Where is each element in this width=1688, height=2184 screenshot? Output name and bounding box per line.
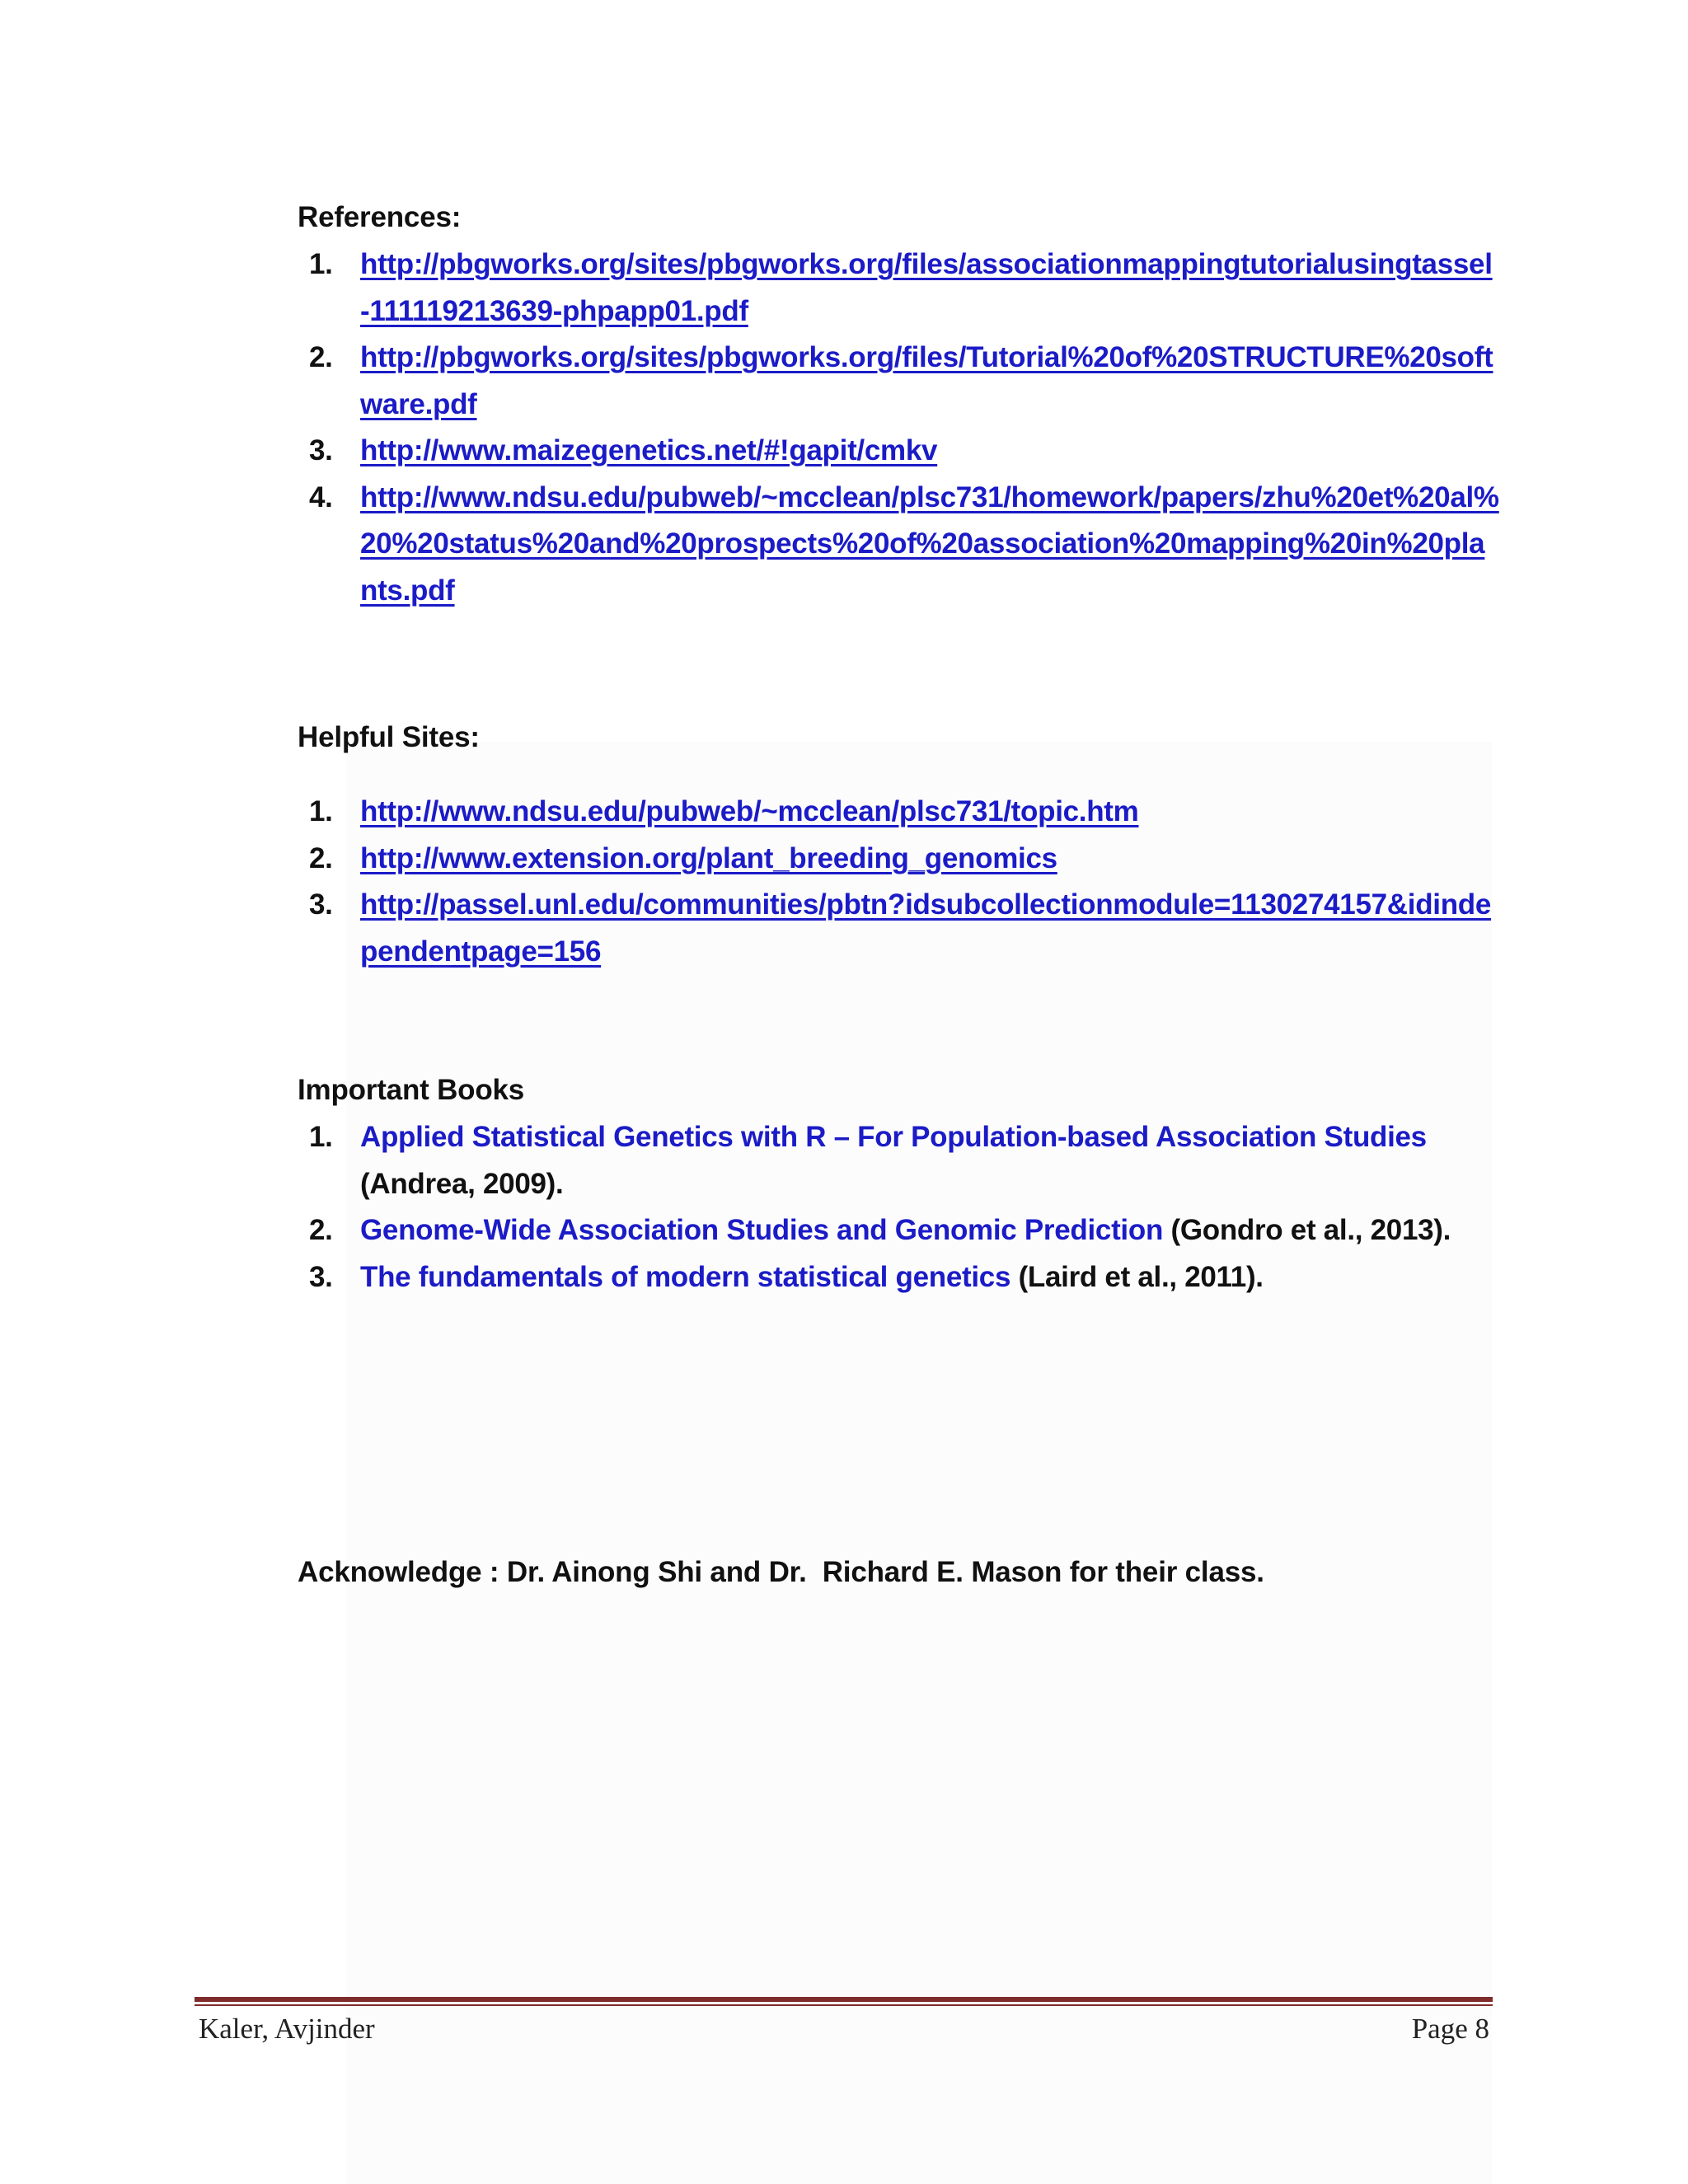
reference-link-1[interactable]: http://pbgworks.org/sites/pbgworks.org/files/associationmappingtutorialusingtassel-111119213639-phpapp01.pdf xyxy=(360,248,1493,327)
list-number: 1. xyxy=(309,248,333,280)
list-number: 1. xyxy=(309,1121,333,1153)
list-number: 4. xyxy=(309,480,333,513)
footer-divider-thin xyxy=(195,2004,1493,2006)
book-citation-2: (Gondro et al., 2013). xyxy=(1170,1214,1451,1246)
list-number: 3. xyxy=(309,1260,333,1293)
helpful-site-link-3[interactable]: http://passel.unl.edu/communities/pbtn?idsubcollectionmodule=1130274157&idindependentpage=156 xyxy=(360,888,1492,968)
references-heading: References: xyxy=(298,201,462,233)
important-books-heading: Important Books xyxy=(298,1074,525,1106)
helpful-sites-list xyxy=(298,789,1501,975)
footer-page-number: Page 8 xyxy=(1411,2013,1489,2045)
list-number: 3. xyxy=(309,888,333,921)
book-citation-3: (Laird et al., 2011). xyxy=(1018,1260,1264,1293)
helpful-sites-heading: Helpful Sites: xyxy=(298,721,480,753)
list-item xyxy=(298,882,1501,975)
list-number: 1. xyxy=(309,795,333,827)
list-number: 2. xyxy=(309,341,333,373)
helpful-site-link-1[interactable]: http://www.ndsu.edu/pubweb/~mcclean/plsc731/topic.htm xyxy=(360,795,1139,827)
list-item xyxy=(298,1114,1501,1207)
books-list xyxy=(298,1114,1501,1301)
footer-author: Kaler, Avjinder xyxy=(199,2013,375,2045)
list-number: 2. xyxy=(309,841,333,874)
reference-link-2[interactable]: http://pbgworks.org/sites/pbgworks.org/files/Tutorial%20of%20STRUCTURE%20software.pdf xyxy=(360,341,1493,420)
list-item xyxy=(298,241,1501,335)
list-item xyxy=(298,836,1501,883)
list-item xyxy=(298,475,1501,615)
reference-link-3[interactable]: http://www.maizegenetics.net/#!gapit/cmkv xyxy=(360,434,938,466)
book-title-1: Applied Statistical Genetics with R – For Population-based Association Studies xyxy=(360,1121,1427,1153)
references-list xyxy=(298,241,1501,614)
list-item xyxy=(298,1207,1501,1254)
list-item xyxy=(298,428,1501,475)
book-title-3: The fundamentals of modern statistical genetics xyxy=(360,1260,1011,1293)
list-number: 2. xyxy=(309,1214,333,1246)
acknowledgement: Acknowledge : Dr. Ainong Shi and Dr. Richard E. Mason for their class. xyxy=(298,1556,1264,1588)
footer-divider xyxy=(195,1997,1493,2002)
reference-link-4[interactable]: http://www.ndsu.edu/pubweb/~mcclean/plsc731/homework/papers/zhu%20et%20al%20%20status%20and%20prospects%20of%20association%20mapping%20in%20plants.pdf xyxy=(360,480,1499,607)
book-citation-1: (Andrea, 2009). xyxy=(360,1167,564,1200)
list-item xyxy=(298,335,1501,428)
list-item xyxy=(298,1254,1501,1301)
list-number: 3. xyxy=(309,434,333,466)
helpful-site-link-2[interactable]: http://www.extension.org/plant_breeding_genomics xyxy=(360,841,1057,874)
book-title-2: Genome-Wide Association Studies and Genomic Prediction xyxy=(360,1214,1164,1246)
list-item xyxy=(298,789,1501,836)
